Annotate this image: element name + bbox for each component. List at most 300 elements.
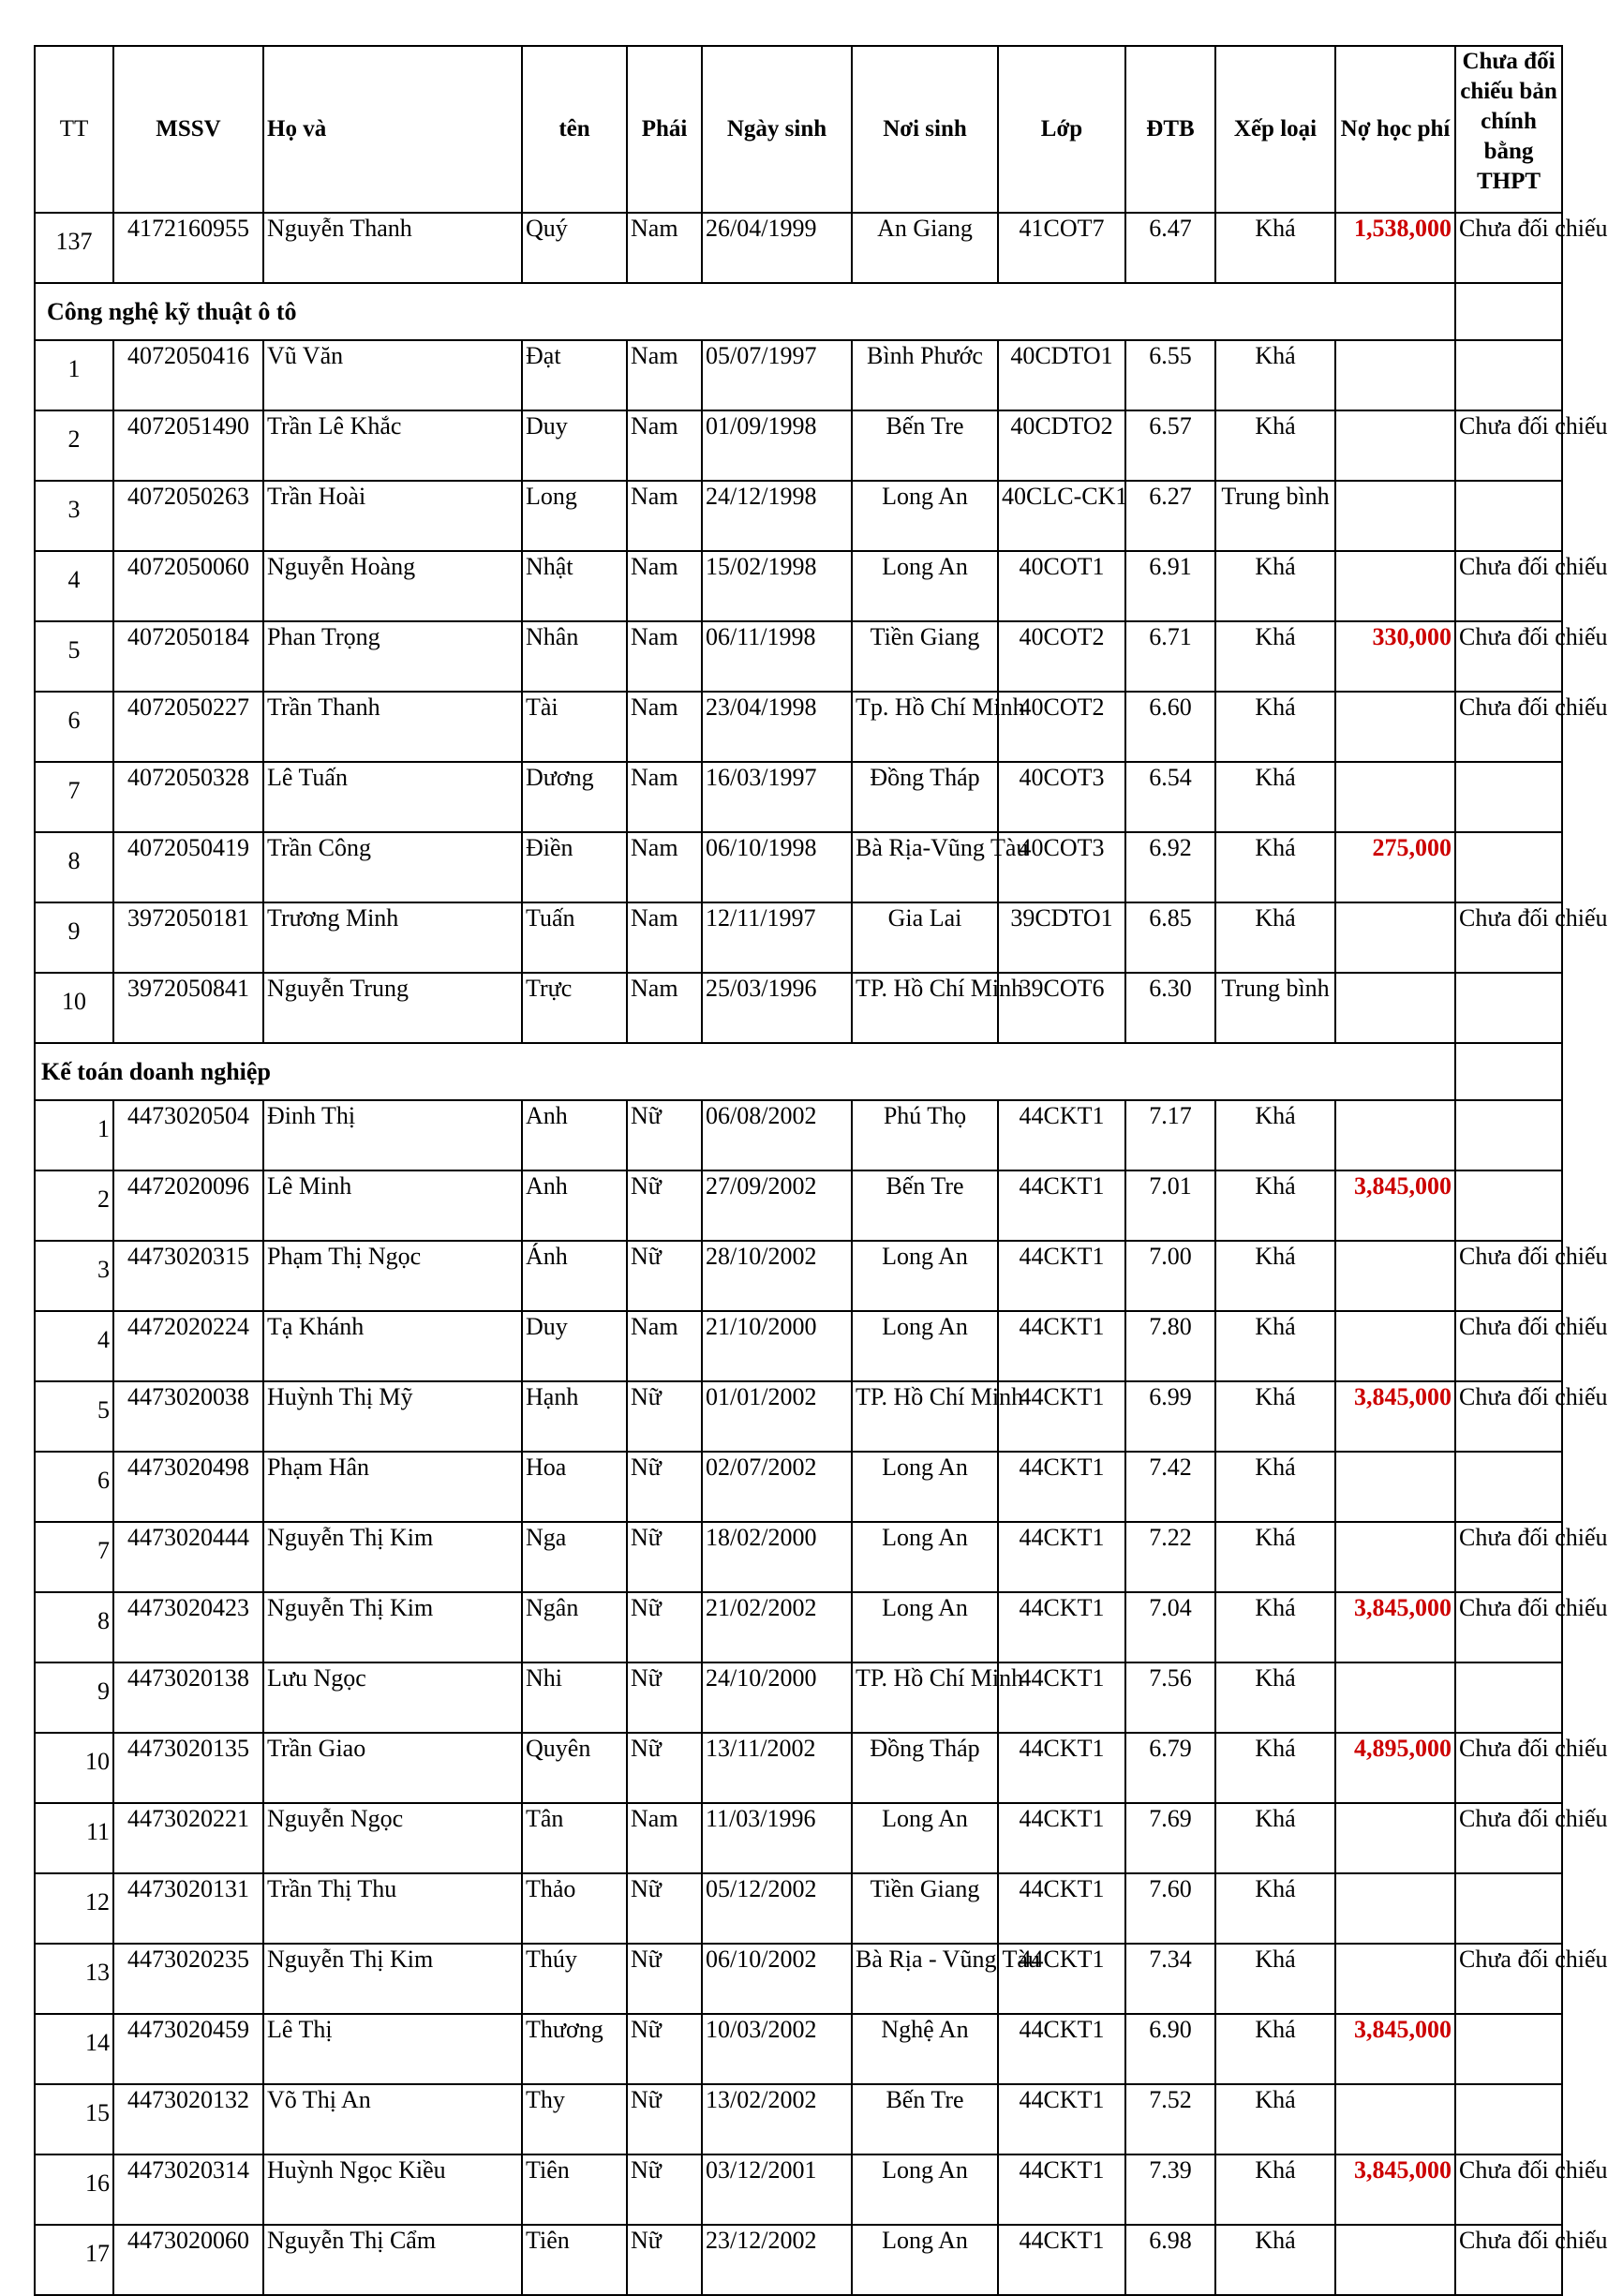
header-tt: TT bbox=[35, 46, 113, 213]
cell-ngaysinh: 05/07/1997 bbox=[702, 340, 852, 410]
table-row bbox=[35, 2154, 1562, 2225]
table-row bbox=[35, 902, 1562, 973]
cell-no-hoc-phi bbox=[1335, 1803, 1455, 1873]
cell-mssv: 4473020315 bbox=[113, 1241, 263, 1311]
cell-tt: 6 bbox=[35, 1452, 113, 1522]
cell-ngaysinh: 13/11/2002 bbox=[702, 1733, 852, 1803]
cell-ngaysinh: 06/11/1998 bbox=[702, 621, 852, 692]
cell-tt: 14 bbox=[35, 2014, 113, 2084]
cell-ten: Hạnh bbox=[522, 1381, 627, 1452]
cell-noisinh: Bình Phước bbox=[852, 340, 998, 410]
cell-mssv: 4473020138 bbox=[113, 1662, 263, 1733]
cell-tt: 9 bbox=[35, 902, 113, 973]
cell-phai: Nữ bbox=[627, 1733, 702, 1803]
section-header-row bbox=[35, 283, 1562, 340]
cell-noisinh: Bến Tre bbox=[852, 1170, 998, 1241]
cell-xeploai: Khá bbox=[1215, 1733, 1335, 1803]
cell-ho: Phạm Thị Ngọc bbox=[263, 1241, 522, 1311]
cell-mssv: 4473020131 bbox=[113, 1873, 263, 1944]
cell-dtb: 7.69 bbox=[1125, 1803, 1215, 1873]
cell-ten: Ngân bbox=[522, 1592, 627, 1662]
cell-phai: Nam bbox=[627, 832, 702, 902]
cell-phai: Nữ bbox=[627, 1522, 702, 1592]
cell-ho: Huỳnh Ngọc Kiều bbox=[263, 2154, 522, 2225]
cell-lop: 40COT2 bbox=[998, 621, 1125, 692]
cell-ten: Nhi bbox=[522, 1662, 627, 1733]
cell-dtb: 6.91 bbox=[1125, 551, 1215, 621]
cell-xeploai: Khá bbox=[1215, 1522, 1335, 1592]
cell-tt: 137 bbox=[35, 213, 113, 283]
cell-mssv: 3972050841 bbox=[113, 973, 263, 1043]
cell-ngaysinh: 16/03/1997 bbox=[702, 762, 852, 832]
cell-doi-chieu bbox=[1455, 1100, 1562, 1170]
header-ten: tên bbox=[522, 46, 627, 213]
cell-dtb: 7.60 bbox=[1125, 1873, 1215, 1944]
cell-ho: Trần Công bbox=[263, 832, 522, 902]
cell-tt: 3 bbox=[35, 1241, 113, 1311]
cell-mssv: 4072051490 bbox=[113, 410, 263, 481]
cell-doi-chieu bbox=[1455, 832, 1562, 902]
cell-doi-chieu: Chưa đối chiếu bbox=[1455, 692, 1562, 762]
cell-ho: Trần Hoài bbox=[263, 481, 522, 551]
cell-xeploai: Khá bbox=[1215, 832, 1335, 902]
cell-lop: 44CKT1 bbox=[998, 1381, 1125, 1452]
cell-phai: Nam bbox=[627, 1803, 702, 1873]
cell-dtb: 7.52 bbox=[1125, 2084, 1215, 2154]
cell-phai: Nữ bbox=[627, 1241, 702, 1311]
cell-ngaysinh: 03/12/2001 bbox=[702, 2154, 852, 2225]
cell-doi-chieu: Chưa đối chiếu bbox=[1455, 1944, 1562, 2014]
cell-no-hoc-phi bbox=[1335, 902, 1455, 973]
cell-ngaysinh: 11/03/1996 bbox=[702, 1803, 852, 1873]
table-row bbox=[35, 1452, 1562, 1522]
cell-no-hoc-phi bbox=[1335, 1522, 1455, 1592]
cell-xeploai: Khá bbox=[1215, 692, 1335, 762]
cell-tt: 2 bbox=[35, 1170, 113, 1241]
cell-phai: Nữ bbox=[627, 1452, 702, 1522]
cell-ten: Thúy bbox=[522, 1944, 627, 2014]
header-row bbox=[35, 46, 1562, 213]
cell-tt: 7 bbox=[35, 1522, 113, 1592]
header-ngaysinh: Ngày sinh bbox=[702, 46, 852, 213]
cell-dtb: 6.60 bbox=[1125, 692, 1215, 762]
cell-xeploai: Khá bbox=[1215, 1662, 1335, 1733]
cell-dtb: 6.71 bbox=[1125, 621, 1215, 692]
cell-phai: Nam bbox=[627, 762, 702, 832]
cell-ho: Nguyễn Thị Kim bbox=[263, 1944, 522, 2014]
cell-dtb: 6.90 bbox=[1125, 2014, 1215, 2084]
cell-doi-chieu: Chưa đối chiếu bbox=[1455, 551, 1562, 621]
cell-lop: 44CKT1 bbox=[998, 1662, 1125, 1733]
table-row bbox=[35, 1100, 1562, 1170]
cell-ngaysinh: 24/10/2000 bbox=[702, 1662, 852, 1733]
cell-dtb: 6.30 bbox=[1125, 973, 1215, 1043]
cell-noisinh: Bà Rịa - Vũng Tàu bbox=[852, 1944, 998, 2014]
cell-ten: Đạt bbox=[522, 340, 627, 410]
cell-no-hoc-phi: 1,538,000 bbox=[1335, 213, 1455, 283]
cell-ten: Quyên bbox=[522, 1733, 627, 1803]
cell-noisinh: Long An bbox=[852, 1311, 998, 1381]
cell-ten: Anh bbox=[522, 1100, 627, 1170]
cell-tt: 10 bbox=[35, 973, 113, 1043]
cell-ten: Nhật bbox=[522, 551, 627, 621]
cell-doi-chieu bbox=[1455, 762, 1562, 832]
cell-lop: 39COT6 bbox=[998, 973, 1125, 1043]
cell-mssv: 4072050328 bbox=[113, 762, 263, 832]
cell-mssv: 4473020444 bbox=[113, 1522, 263, 1592]
cell-noisinh: Tiền Giang bbox=[852, 621, 998, 692]
cell-tt: 4 bbox=[35, 1311, 113, 1381]
cell-ngaysinh: 25/03/1996 bbox=[702, 973, 852, 1043]
cell-ngaysinh: 12/11/1997 bbox=[702, 902, 852, 973]
cell-ten: Nhân bbox=[522, 621, 627, 692]
cell-no-hoc-phi bbox=[1335, 973, 1455, 1043]
cell-dtb: 6.92 bbox=[1125, 832, 1215, 902]
table-row bbox=[35, 2014, 1562, 2084]
cell-no-hoc-phi: 330,000 bbox=[1335, 621, 1455, 692]
table-row bbox=[35, 1522, 1562, 1592]
cell-dtb: 7.01 bbox=[1125, 1170, 1215, 1241]
cell-noisinh: TP. Hồ Chí Minh bbox=[852, 1381, 998, 1452]
cell-xeploai: Trung bình bbox=[1215, 481, 1335, 551]
cell-ten: Điền bbox=[522, 832, 627, 902]
cell-no-hoc-phi bbox=[1335, 551, 1455, 621]
table-row bbox=[35, 1170, 1562, 1241]
table-row bbox=[35, 2084, 1562, 2154]
cell-noisinh: Long An bbox=[852, 1522, 998, 1592]
cell-noisinh: Long An bbox=[852, 1592, 998, 1662]
section-header-row bbox=[35, 1043, 1562, 1100]
cell-dtb: 6.85 bbox=[1125, 902, 1215, 973]
cell-ngaysinh: 23/12/2002 bbox=[702, 2225, 852, 2295]
cell-ngaysinh: 01/09/1998 bbox=[702, 410, 852, 481]
cell-no-hoc-phi bbox=[1335, 1311, 1455, 1381]
cell-noisinh: Phú Thọ bbox=[852, 1100, 998, 1170]
cell-phai: Nữ bbox=[627, 2225, 702, 2295]
cell-ten: Hoa bbox=[522, 1452, 627, 1522]
header-doi-chieu bbox=[1455, 46, 1562, 213]
cell-lop: 40CLC-CK1 bbox=[998, 481, 1125, 551]
cell-doi-chieu bbox=[1455, 1662, 1562, 1733]
table-row bbox=[35, 1592, 1562, 1662]
cell-doi-chieu: Chưa đối chiếu bbox=[1455, 902, 1562, 973]
cell-xeploai: Khá bbox=[1215, 762, 1335, 832]
table-row bbox=[35, 340, 1562, 410]
cell-ngaysinh: 26/04/1999 bbox=[702, 213, 852, 283]
cell-lop: 44CKT1 bbox=[998, 2225, 1125, 2295]
header-no-hoc-phi bbox=[1335, 46, 1455, 213]
cell-ngaysinh: 21/02/2002 bbox=[702, 1592, 852, 1662]
cell-xeploai: Khá bbox=[1215, 1803, 1335, 1873]
cell-lop: 40CDTO2 bbox=[998, 410, 1125, 481]
cell-noisinh: Bà Rịa-Vũng Tàu bbox=[852, 832, 998, 902]
cell-noisinh: Tiền Giang bbox=[852, 1873, 998, 1944]
cell-dtb: 7.17 bbox=[1125, 1100, 1215, 1170]
cell-dtb: 7.00 bbox=[1125, 1241, 1215, 1311]
cell-ten: Trực bbox=[522, 973, 627, 1043]
cell-xeploai: Khá bbox=[1215, 340, 1335, 410]
cell-no-hoc-phi bbox=[1335, 2225, 1455, 2295]
cell-tt: 1 bbox=[35, 1100, 113, 1170]
cell-doi-chieu: Chưa đối chiếu bbox=[1455, 1733, 1562, 1803]
cell-no-hoc-phi: 3,845,000 bbox=[1335, 2154, 1455, 2225]
cell-doi-chieu bbox=[1455, 481, 1562, 551]
cell-noisinh: Long An bbox=[852, 551, 998, 621]
cell-ten: Thy bbox=[522, 2084, 627, 2154]
cell-tt: 5 bbox=[35, 621, 113, 692]
cell-ten: Duy bbox=[522, 410, 627, 481]
cell-doi-chieu: Chưa đối chiếu bbox=[1455, 621, 1562, 692]
cell-xeploai: Trung bình bbox=[1215, 973, 1335, 1043]
cell-xeploai: Khá bbox=[1215, 1241, 1335, 1311]
table-row bbox=[35, 832, 1562, 902]
header-dtb: ĐTB bbox=[1125, 46, 1215, 213]
cell-doi-chieu: Chưa đối chiếu bbox=[1455, 2225, 1562, 2295]
cell-ho: Trần Lê Khắc bbox=[263, 410, 522, 481]
cell-phai: Nữ bbox=[627, 2084, 702, 2154]
cell-lop: 40COT3 bbox=[998, 762, 1125, 832]
cell-ho: Phan Trọng bbox=[263, 621, 522, 692]
cell-xeploai: Khá bbox=[1215, 2154, 1335, 2225]
cell-lop: 44CKT1 bbox=[998, 2154, 1125, 2225]
cell-phai: Nữ bbox=[627, 1873, 702, 1944]
cell-ten: Tiên bbox=[522, 2154, 627, 2225]
cell-ten: Duy bbox=[522, 1311, 627, 1381]
table-row bbox=[35, 2225, 1562, 2295]
cell-lop: 44CKT1 bbox=[998, 1803, 1125, 1873]
cell-xeploai: Khá bbox=[1215, 621, 1335, 692]
cell-tt: 5 bbox=[35, 1381, 113, 1452]
cell-no-hoc-phi: 3,845,000 bbox=[1335, 1381, 1455, 1452]
cell-lop: 44CKT1 bbox=[998, 1592, 1125, 1662]
cell-ho: Nguyễn Hoàng bbox=[263, 551, 522, 621]
header-doi-chieu-label: Chưa đối chiếu bản chính bằng THPT bbox=[1460, 49, 1557, 194]
cell-ho: Nguyễn Thị Kim bbox=[263, 1592, 522, 1662]
header-no-hoc-phi-label: Nợ học phí bbox=[1340, 116, 1451, 142]
table-row bbox=[35, 1944, 1562, 2014]
cell-phai: Nữ bbox=[627, 1662, 702, 1733]
table-row bbox=[35, 1803, 1562, 1873]
cell-mssv: 4072050227 bbox=[113, 692, 263, 762]
cell-dtb: 7.22 bbox=[1125, 1522, 1215, 1592]
cell-dtb: 6.55 bbox=[1125, 340, 1215, 410]
cell-mssv: 4072050184 bbox=[113, 621, 263, 692]
table-row bbox=[35, 410, 1562, 481]
cell-ho: Lê Thị bbox=[263, 2014, 522, 2084]
cell-lop: 44CKT1 bbox=[998, 1452, 1125, 1522]
cell-ho: Nguyễn Thị Cẩm bbox=[263, 2225, 522, 2295]
cell-tt: 13 bbox=[35, 1944, 113, 2014]
cell-ngaysinh: 15/02/1998 bbox=[702, 551, 852, 621]
table-row bbox=[35, 481, 1562, 551]
cell-phai: Nam bbox=[627, 902, 702, 973]
cell-tt: 15 bbox=[35, 2084, 113, 2154]
cell-xeploai: Khá bbox=[1215, 2225, 1335, 2295]
table-row bbox=[35, 1241, 1562, 1311]
cell-tt: 10 bbox=[35, 1733, 113, 1803]
cell-ho: Đinh Thị bbox=[263, 1100, 522, 1170]
cell-lop: 39CDTO1 bbox=[998, 902, 1125, 973]
cell-doi-chieu bbox=[1455, 1873, 1562, 1944]
cell-dtb: 6.27 bbox=[1125, 481, 1215, 551]
cell-ten: Thương bbox=[522, 2014, 627, 2084]
cell-noisinh: Nghệ An bbox=[852, 2014, 998, 2084]
section-title: Công nghệ kỹ thuật ô tô bbox=[35, 283, 1455, 340]
cell-mssv: 4072050060 bbox=[113, 551, 263, 621]
cell-no-hoc-phi bbox=[1335, 1944, 1455, 2014]
cell-mssv: 4473020135 bbox=[113, 1733, 263, 1803]
cell-doi-chieu: Chưa đối chiếu bbox=[1455, 213, 1562, 283]
cell-phai: Nữ bbox=[627, 2154, 702, 2225]
cell-lop: 44CKT1 bbox=[998, 2084, 1125, 2154]
cell-no-hoc-phi bbox=[1335, 1241, 1455, 1311]
cell-lop: 40CDTO1 bbox=[998, 340, 1125, 410]
cell-doi-chieu: Chưa đối chiếu bbox=[1455, 1803, 1562, 1873]
cell-noisinh: Bến Tre bbox=[852, 410, 998, 481]
cell-no-hoc-phi: 4,895,000 bbox=[1335, 1733, 1455, 1803]
cell-mssv: 4473020504 bbox=[113, 1100, 263, 1170]
cell-phai: Nữ bbox=[627, 1170, 702, 1241]
cell-ho: Võ Thị An bbox=[263, 2084, 522, 2154]
section-title: Kế toán doanh nghiệp bbox=[35, 1043, 1455, 1100]
cell-dtb: 6.54 bbox=[1125, 762, 1215, 832]
table-row bbox=[35, 1733, 1562, 1803]
cell-dtb: 7.34 bbox=[1125, 1944, 1215, 2014]
cell-tt: 8 bbox=[35, 832, 113, 902]
cell-phai: Nữ bbox=[627, 1592, 702, 1662]
cell-tt: 6 bbox=[35, 692, 113, 762]
cell-ho: Tạ Khánh bbox=[263, 1311, 522, 1381]
cell-doi-chieu: Chưa đối chiếu bbox=[1455, 1241, 1562, 1311]
cell-lop: 40COT1 bbox=[998, 551, 1125, 621]
table-row bbox=[35, 762, 1562, 832]
cell-tt: 1 bbox=[35, 340, 113, 410]
cell-lop: 44CKT1 bbox=[998, 1873, 1125, 1944]
cell-mssv: 4473020498 bbox=[113, 1452, 263, 1522]
cell-ngaysinh: 06/10/2002 bbox=[702, 1944, 852, 2014]
cell-dtb: 6.98 bbox=[1125, 2225, 1215, 2295]
cell-phai: Nam bbox=[627, 213, 702, 283]
cell-doi-chieu: Chưa đối chiếu bbox=[1455, 1522, 1562, 1592]
cell-xeploai: Khá bbox=[1215, 902, 1335, 973]
cell-ngaysinh: 05/12/2002 bbox=[702, 1873, 852, 1944]
cell-no-hoc-phi bbox=[1335, 1662, 1455, 1733]
cell-tt: 7 bbox=[35, 762, 113, 832]
cell-ngaysinh: 18/02/2000 bbox=[702, 1522, 852, 1592]
cell-doi-chieu: Chưa đối chiếu bbox=[1455, 1311, 1562, 1381]
table-body bbox=[35, 213, 1608, 2295]
cell-phai: Nam bbox=[627, 410, 702, 481]
cell-noisinh: Long An bbox=[852, 2225, 998, 2295]
cell-ngaysinh: 24/12/1998 bbox=[702, 481, 852, 551]
cell-mssv: 4472020096 bbox=[113, 1170, 263, 1241]
cell-ngaysinh: 01/01/2002 bbox=[702, 1381, 852, 1452]
table-row bbox=[35, 621, 1562, 692]
cell-ho: Trần Giao bbox=[263, 1733, 522, 1803]
cell-phai: Nữ bbox=[627, 1100, 702, 1170]
table-row bbox=[35, 213, 1562, 283]
cell-dtb: 7.42 bbox=[1125, 1452, 1215, 1522]
header-lop: Lớp bbox=[998, 46, 1125, 213]
cell-phai: Nam bbox=[627, 692, 702, 762]
cell-phai: Nam bbox=[627, 973, 702, 1043]
cell-no-hoc-phi: 3,845,000 bbox=[1335, 2014, 1455, 2084]
cell-xeploai: Khá bbox=[1215, 1381, 1335, 1452]
cell-ngaysinh: 06/10/1998 bbox=[702, 832, 852, 902]
cell-ngaysinh: 13/02/2002 bbox=[702, 2084, 852, 2154]
cell-ho: Phạm Hân bbox=[263, 1452, 522, 1522]
cell-tt: 9 bbox=[35, 1662, 113, 1733]
cell-xeploai: Khá bbox=[1215, 551, 1335, 621]
table-row bbox=[35, 973, 1562, 1043]
cell-no-hoc-phi: 275,000 bbox=[1335, 832, 1455, 902]
cell-noisinh: Long An bbox=[852, 1452, 998, 1522]
cell-noisinh: TP. Hồ Chí Minh bbox=[852, 1662, 998, 1733]
cell-dtb: 7.56 bbox=[1125, 1662, 1215, 1733]
cell-lop: 44CKT1 bbox=[998, 1944, 1125, 2014]
cell-doi-chieu: Chưa đối chiếu bbox=[1455, 1592, 1562, 1662]
cell-mssv: 4473020423 bbox=[113, 1592, 263, 1662]
cell-doi-chieu bbox=[1455, 340, 1562, 410]
cell-ho: Huỳnh Thị Mỹ bbox=[263, 1381, 522, 1452]
cell-mssv: 4072050263 bbox=[113, 481, 263, 551]
cell-no-hoc-phi bbox=[1335, 692, 1455, 762]
cell-ho: Nguyễn Trung bbox=[263, 973, 522, 1043]
cell-tt: 3 bbox=[35, 481, 113, 551]
cell-ten: Long bbox=[522, 481, 627, 551]
cell-ten: Thảo bbox=[522, 1873, 627, 1944]
cell-noisinh: Đồng Tháp bbox=[852, 762, 998, 832]
cell-dtb: 6.57 bbox=[1125, 410, 1215, 481]
cell-xeploai: Khá bbox=[1215, 2014, 1335, 2084]
cell-noisinh: Long An bbox=[852, 1803, 998, 1873]
cell-xeploai: Khá bbox=[1215, 213, 1335, 283]
cell-ten: Anh bbox=[522, 1170, 627, 1241]
cell-lop: 44CKT1 bbox=[998, 1311, 1125, 1381]
cell-dtb: 6.47 bbox=[1125, 213, 1215, 283]
table-row bbox=[35, 692, 1562, 762]
cell-ngaysinh: 10/03/2002 bbox=[702, 2014, 852, 2084]
cell-lop: 44CKT1 bbox=[998, 1733, 1125, 1803]
cell-tt: 12 bbox=[35, 1873, 113, 1944]
cell-ngaysinh: 28/10/2002 bbox=[702, 1241, 852, 1311]
cell-ho: Nguyễn Thanh bbox=[263, 213, 522, 283]
cell-doi-chieu bbox=[1455, 973, 1562, 1043]
cell-xeploai: Khá bbox=[1215, 1873, 1335, 1944]
cell-lop: 41COT7 bbox=[998, 213, 1125, 283]
cell-ngaysinh: 21/10/2000 bbox=[702, 1311, 852, 1381]
cell-tt: 8 bbox=[35, 1592, 113, 1662]
header-ho: Họ và bbox=[263, 46, 522, 213]
cell-no-hoc-phi bbox=[1335, 2084, 1455, 2154]
table-row bbox=[35, 1873, 1562, 1944]
cell-dtb: 6.79 bbox=[1125, 1733, 1215, 1803]
table-row bbox=[35, 1311, 1562, 1381]
cell-xeploai: Khá bbox=[1215, 1100, 1335, 1170]
cell-no-hoc-phi bbox=[1335, 481, 1455, 551]
cell-noisinh: Bến Tre bbox=[852, 2084, 998, 2154]
cell-ngaysinh: 27/09/2002 bbox=[702, 1170, 852, 1241]
cell-ho: Lê Minh bbox=[263, 1170, 522, 1241]
cell-mssv: 4172160955 bbox=[113, 213, 263, 283]
cell-mssv: 4473020060 bbox=[113, 2225, 263, 2295]
header-noisinh: Nơi sinh bbox=[852, 46, 998, 213]
cell-noisinh: An Giang bbox=[852, 213, 998, 283]
cell-ten: Tiên bbox=[522, 2225, 627, 2295]
section-blank-cell bbox=[1455, 283, 1562, 340]
cell-ten: Tân bbox=[522, 1803, 627, 1873]
cell-phai: Nam bbox=[627, 621, 702, 692]
